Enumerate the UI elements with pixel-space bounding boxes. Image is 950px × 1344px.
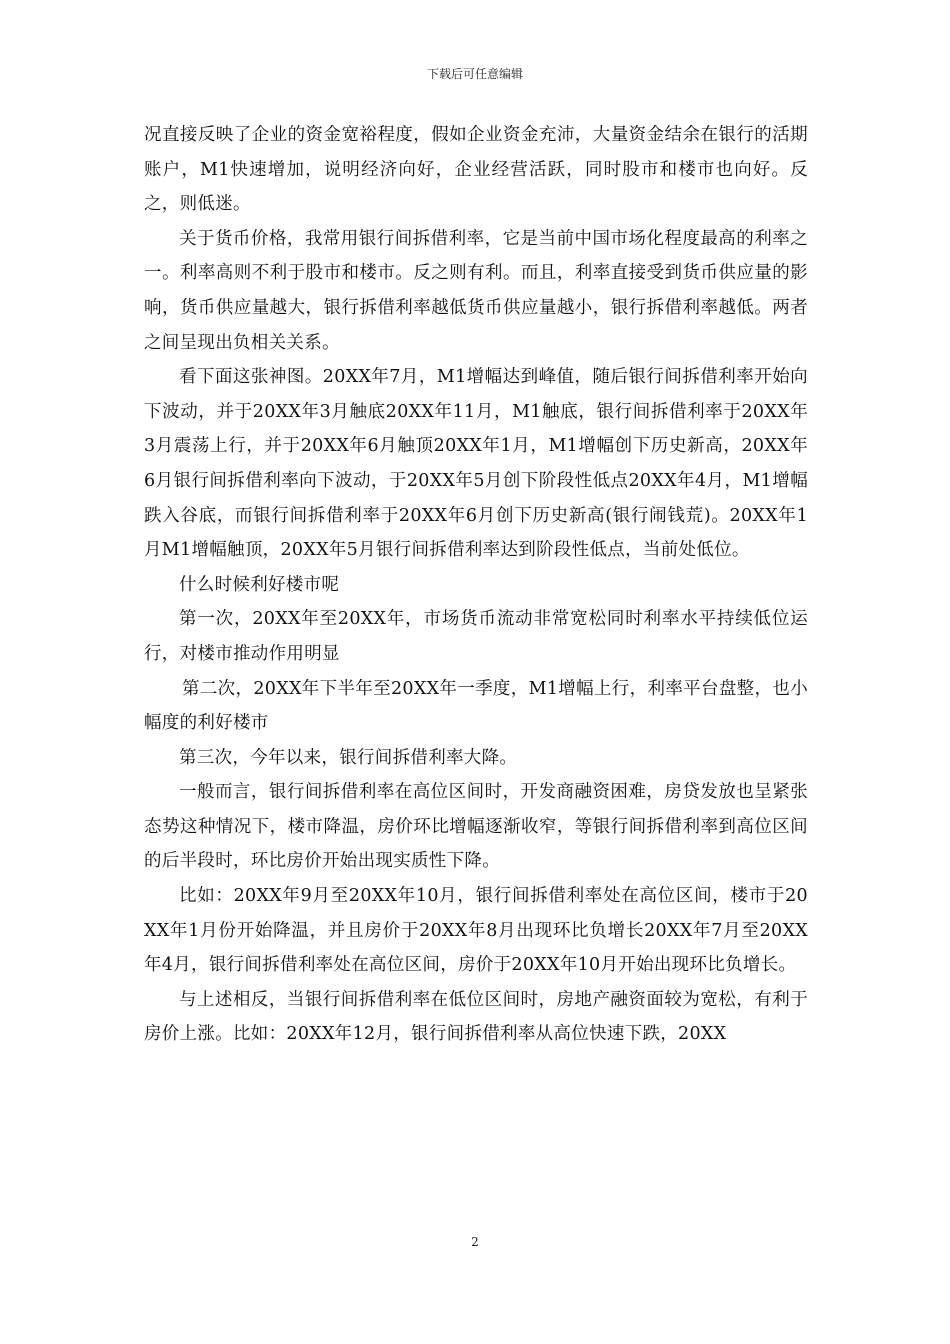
paragraph-m1-continuation: 况直接反映了企业的资金宽裕程度，假如企业资金充沛，大量资金结余在银行的活期账户，M1快速增加，说明经济向好，企业经营活跃，同时股市和楼市也向好。反之，则低迷。 [144,125,808,215]
paragraph-first-time: 第一次，20XX年至20XX年，市场货币流动非常宽松同时利率水平持续低位运行，对楼市推动作用明显 [144,609,808,664]
paragraph-question: 什么时候利好楼市呢 [179,574,340,595]
paragraph-chart-description: 看下面这张神图。20XX年7月，M1增幅达到峰值，随后银行间拆借利率开始向下波动，并于20XX年3月触底20XX年11月，M1触底，银行间拆借利率于20XX年3月震荡上行，并于20XX年6月触顶20XX年1月，M1增幅创下历史新高，20XX年6月银行间拆借利率向下波动，于20XX年5月创下阶段性低点20XX年4月，M1增幅跌入谷底，而银行间拆借利率于20XX年6月创下历史新高(银行闹钱荒)。20XX年1月M1增幅触顶，20XX年5月银行间拆借利率达到阶段性低点，当前处低位。 [144,367,808,561]
paragraph-currency-price: 关于货币价格，我常用银行间拆借利率，它是当前中国市场化程度最高的利率之一。利率高则不利于股市和楼市。反之则有利。而且，利率直接受到货币供应量的影响，货币供应量越大，银行拆借利率越低货币供应量越小，银行拆借利率越低。两者之间呈现出负相关关系。 [144,228,808,353]
paragraph-example-low-rate: 与上述相反，当银行间拆借利率在低位区间时，房地产融资面较为宽松，有利于房价上涨。比如：20XX年12月，银行间拆借利率从高位快速下跌，20XX [144,989,808,1045]
paragraph-second-time: 第二次，20XX年下半年至20XX年一季度，M1增幅上行，利率平台盘整，也小幅度的利好楼市 [144,678,808,734]
paragraph-third-time: 第三次，今年以来，银行间拆借利率大降。 [179,747,518,768]
paragraph-general-rule: 一般而言，银行间拆借利率在高位区间时，开发商融资困难，房贷发放也呈紧张态势这种情况下，楼市降温，房价环比增幅逐渐收窄，等银行间拆借利率到高位区间的后半段时，环比房价开始出现实质性下降。 [144,782,808,872]
document-body [144,118,808,1052]
page-number: 2 [471,1235,479,1249]
paragraph-example-high-rate: 比如：20XX年9月至20XX年10月，银行间拆借利率处在高位区间，楼市于20XX年1月份开始降温，并且房价于20XX年8月出现环比负增长20XX年7月至20XX年4月，银行间拆借利率处在高位区间，房价于20XX年10月开始出现环比负增长。 [144,886,808,976]
page-header: 下载后可任意编辑 [426,67,523,81]
